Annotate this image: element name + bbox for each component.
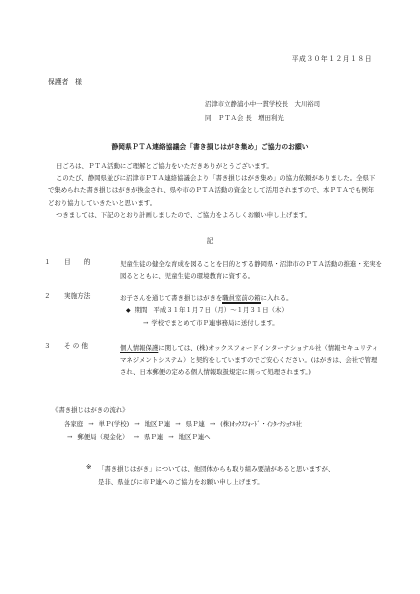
sender-pta-president: 同 ＰＴＡ会 長 増田利光 [205,114,284,122]
flow-line-1: 各家庭 → 単Ｐ(学校) → 地区Ｐ連 → 県Ｐ連 → (株)ｵｯｸｽﾌｫｰﾄﾞ・ｲﾝﾀｰﾅｼｮﾅﾙ社 [64,418,302,431]
document-date: 平成３０年１２月１８日 [291,55,372,63]
item-2-body [120,292,382,330]
closing-text: つきましては、下記のとおり計画しましたので、ご協力をよろしくお願い申し上げます。 [56,210,311,219]
item-2-forward-note: → 学校でまとめて市Ｐ連事務局に送付します。 [120,317,382,329]
flow-heading: 《書き損じはがきの流れ》 [52,406,129,414]
ki-heading: 記 [206,237,214,245]
drop-box-location: 職員室前の箱 [222,294,261,302]
privacy-protection-term: 個人情報保護 [120,344,159,352]
item-1-number: １ [44,258,51,266]
addressee: 保護者 様 [48,78,82,86]
sender-principal: 沼津市立静浦小中一貫学校長 大川裕司 [205,100,321,108]
note-mark: ※ [86,463,92,471]
item-2-number: ２ [44,292,51,300]
right-arrow-icon: → [168,433,174,441]
item-3-number: ３ [44,342,51,350]
item-3-body: 個人情報保護に関しては、(株)オックスフォードインターナショナル社（情報セキュリティマネジメントシステム）と契約をしていますのでご安心ください。(はがきは、会社で管理され、日本郵便の定める個人情報取扱規定に則って処理されます。) [120,344,379,377]
right-arrow-icon: → [133,433,139,441]
right-arrow-icon: → [67,433,73,441]
item-2-period: ◆ 期間 平成３１年１月７日（月）～１月３１日（木） [120,304,382,317]
item-1-body: 児童生徒の健全な育成を図ることを目的とする静岡県・沼津市のＰＴＡ活動の推進・充実を図るとともに、児童生徒の環境教育に資する。 [120,260,383,281]
diamond-icon: ◆ [126,307,131,315]
right-arrow-icon: → [175,420,181,428]
right-arrow-icon: → [134,420,140,428]
right-arrow-icon: → [88,420,94,428]
document-title: 静岡県ＰＴＡ連絡協議会「書き損じはがき集め」ご協力のお願い [111,143,309,151]
item-1-heading: 目 的 [64,258,91,266]
greeting-text: 日ごろは、ＰＴＡ活動にご理解とご協力をいただきありがとうございます。 [56,162,273,170]
item-2-heading: 実施方法 [64,292,91,300]
flow-line-2: → 郵便局（現金化） → 県Ｐ連 → 地区Ｐ連へ [64,431,211,444]
item-3-heading: そ の 他 [64,342,88,350]
item-2-method: お子さんを通じて書き損じはがきを職員室前の箱に入れる。 [120,294,293,302]
body-paragraph-1 [48,160,378,221]
right-arrow-icon: → [143,319,149,328]
request-text: このたび、静岡県並びに沼津市ＰＴＡ連絡協議会より「書き損じはがき集め」の協力依頼がありました。全県下で集められた書き損じはがきが換金され、県や市のＰＴＡ活動の資金として活用されますので、本ＰＴＡでも例年どおり協力していきたいと思います。 [48,174,376,207]
right-arrow-icon: → [209,420,216,428]
note-text: 「書き損じはがき」については、他団体からも取り組み要請があると思いますが、 是非、県並びに市Ｐ連へのご協力をお願い申し上げます。 [98,465,335,486]
